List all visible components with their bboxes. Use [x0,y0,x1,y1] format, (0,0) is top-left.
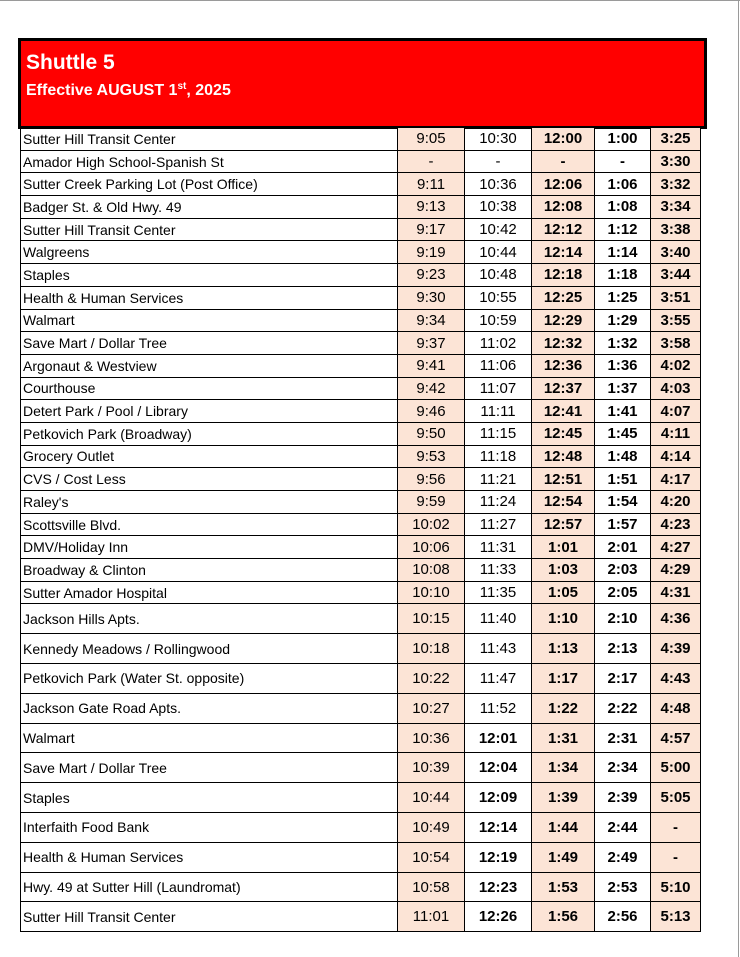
table-row [21,354,701,377]
table-row [21,400,701,423]
departure-time-trip-3: 1:01 [532,536,595,559]
table-row [21,241,701,264]
departure-time-trip-3: 12:37 [532,377,595,400]
departure-time-trip-1: 9:46 [398,400,465,423]
table-row [21,664,701,694]
departure-time-trip-1: 9:19 [398,241,465,264]
departure-time-trip-5: 5:00 [651,753,701,783]
table-row [21,693,701,723]
stop-name: Raley's [21,491,398,514]
departure-time-trip-1: 10:44 [398,783,465,813]
departure-time-trip-1: 9:17 [398,218,465,241]
departure-time-trip-1: 10:08 [398,559,465,582]
departure-time-trip-2: 10:38 [465,196,532,219]
departure-time-trip-3: 12:41 [532,400,595,423]
stop-name: Badger St. & Old Hwy. 49 [21,196,398,219]
table-row [21,813,701,843]
departure-time-trip-4: - [595,150,651,173]
stop-name: Sutter Creek Parking Lot (Post Office) [21,173,398,196]
departure-time-trip-1: 9:13 [398,196,465,219]
departure-time-trip-1: 9:34 [398,309,465,332]
table-row [21,753,701,783]
stop-name: CVS / Cost Less [21,468,398,491]
stop-name: Argonaut & Westview [21,354,398,377]
departure-time-trip-5: 3:40 [651,241,701,264]
stop-name: Scottsville Blvd. [21,513,398,536]
stop-name: Kennedy Meadows / Rollingwood [21,634,398,664]
departure-time-trip-2: 10:55 [465,286,532,309]
stop-name: DMV/Holiday Inn [21,536,398,559]
departure-time-trip-1: 9:23 [398,264,465,287]
stop-name: Sutter Hill Transit Center [21,128,398,150]
departure-time-trip-5: 4:07 [651,400,701,423]
effective-date [26,81,231,100]
departure-time-trip-3: 1:05 [532,581,595,604]
departure-time-trip-3: 12:00 [532,128,595,150]
departure-time-trip-3: 12:14 [532,241,595,264]
departure-time-trip-4: 2:39 [595,783,651,813]
departure-time-trip-5: 4:43 [651,664,701,694]
route-title: Shuttle 5 [26,51,115,74]
departure-time-trip-2: 11:15 [465,422,532,445]
departure-time-trip-3: 12:29 [532,309,595,332]
departure-time-trip-2: 11:24 [465,491,532,514]
departure-time-trip-1: 9:37 [398,332,465,355]
schedule-body [21,128,701,932]
table-row [21,604,701,634]
departure-time-trip-4: 2:17 [595,664,651,694]
departure-time-trip-5: 4:03 [651,377,701,400]
departure-time-trip-5: 3:30 [651,150,701,173]
departure-time-trip-4: 1:29 [595,309,651,332]
departure-time-trip-1: 10:22 [398,664,465,694]
departure-time-trip-3: 1:31 [532,723,595,753]
departure-time-trip-5: 4:20 [651,491,701,514]
departure-time-trip-5: 4:14 [651,445,701,468]
departure-time-trip-5: 3:34 [651,196,701,219]
departure-time-trip-2: 12:14 [465,813,532,843]
departure-time-trip-2: 11:47 [465,664,532,694]
departure-time-trip-4: 1:36 [595,354,651,377]
departure-time-trip-3: 1:03 [532,559,595,582]
departure-time-trip-2: 12:04 [465,753,532,783]
departure-time-trip-2: 11:11 [465,400,532,423]
departure-time-trip-4: 1:37 [595,377,651,400]
departure-time-trip-3: 12:08 [532,196,595,219]
departure-time-trip-5: 4:36 [651,604,701,634]
departure-time-trip-4: 1:45 [595,422,651,445]
effective-date-ordinal: st [177,81,187,92]
departure-time-trip-2: 11:52 [465,693,532,723]
departure-time-trip-2: 12:09 [465,783,532,813]
departure-time-trip-5: 3:32 [651,173,701,196]
departure-time-trip-4: 2:05 [595,581,651,604]
table-row [21,377,701,400]
departure-time-trip-2: 11:35 [465,581,532,604]
stop-name: Health & Human Services [21,286,398,309]
table-row [21,842,701,872]
stop-name: Detert Park / Pool / Library [21,400,398,423]
departure-time-trip-2: 11:40 [465,604,532,634]
stop-name: Grocery Outlet [21,445,398,468]
table-row [21,723,701,753]
departure-time-trip-4: 1:00 [595,128,651,150]
stop-name: Courthouse [21,377,398,400]
departure-time-trip-1: 10:39 [398,753,465,783]
departure-time-trip-4: 2:22 [595,693,651,723]
departure-time-trip-3: 12:12 [532,218,595,241]
departure-time-trip-3: 1:10 [532,604,595,634]
departure-time-trip-4: 1:12 [595,218,651,241]
table-row [21,196,701,219]
table-row [21,559,701,582]
departure-time-trip-1: 9:56 [398,468,465,491]
departure-time-trip-3: 1:34 [532,753,595,783]
departure-time-trip-2: 10:36 [465,173,532,196]
table-row [21,173,701,196]
departure-time-trip-1: 11:01 [398,902,465,932]
departure-time-trip-4: 1:14 [595,241,651,264]
departure-time-trip-2: 11:33 [465,559,532,582]
stop-name: Health & Human Services [21,842,398,872]
stop-name: Walmart [21,723,398,753]
departure-time-trip-4: 1:48 [595,445,651,468]
page-right-border [738,0,739,957]
departure-time-trip-1: 10:49 [398,813,465,843]
departure-time-trip-2: 11:21 [465,468,532,491]
departure-time-trip-5: 3:44 [651,264,701,287]
departure-time-trip-5: 4:17 [651,468,701,491]
table-row [21,468,701,491]
table-row [21,634,701,664]
departure-time-trip-5: 4:57 [651,723,701,753]
stop-name: Petkovich Park (Water St. opposite) [21,664,398,694]
departure-time-trip-5: 4:31 [651,581,701,604]
departure-time-trip-1: 10:36 [398,723,465,753]
table-row [21,150,701,173]
stop-name: Staples [21,783,398,813]
departure-time-trip-5: 3:25 [651,128,701,150]
departure-time-trip-1: 9:30 [398,286,465,309]
stop-name: Walgreens [21,241,398,264]
departure-time-trip-1: 9:50 [398,422,465,445]
departure-time-trip-4: 1:18 [595,264,651,287]
departure-time-trip-4: 2:01 [595,536,651,559]
departure-time-trip-4: 2:34 [595,753,651,783]
departure-time-trip-5: 3:58 [651,332,701,355]
departure-time-trip-5: - [651,842,701,872]
departure-time-trip-1: 9:05 [398,128,465,150]
stop-name: Save Mart / Dollar Tree [21,332,398,355]
departure-time-trip-2: 11:43 [465,634,532,664]
departure-time-trip-2: 12:01 [465,723,532,753]
departure-time-trip-4: 2:03 [595,559,651,582]
page-top-border [0,0,740,1]
departure-time-trip-2: 10:59 [465,309,532,332]
departure-time-trip-2: 12:19 [465,842,532,872]
departure-time-trip-3: 1:44 [532,813,595,843]
departure-time-trip-3: 12:18 [532,264,595,287]
departure-time-trip-1: - [398,150,465,173]
stop-name: Jackson Gate Road Apts. [21,693,398,723]
departure-time-trip-1: 9:59 [398,491,465,514]
departure-time-trip-5: 4:27 [651,536,701,559]
departure-time-trip-1: 9:41 [398,354,465,377]
departure-time-trip-5: 4:39 [651,634,701,664]
departure-time-trip-5: 4:02 [651,354,701,377]
departure-time-trip-1: 10:02 [398,513,465,536]
departure-time-trip-5: 5:10 [651,872,701,902]
table-row [21,286,701,309]
departure-time-trip-3: 12:48 [532,445,595,468]
schedule-table [20,128,701,932]
departure-time-trip-3: 12:36 [532,354,595,377]
table-row [21,128,701,150]
stop-name: Save Mart / Dollar Tree [21,753,398,783]
departure-time-trip-5: 4:11 [651,422,701,445]
departure-time-trip-4: 1:41 [595,400,651,423]
departure-time-trip-3: 1:49 [532,842,595,872]
departure-time-trip-5: 4:29 [651,559,701,582]
departure-time-trip-3: 12:06 [532,173,595,196]
departure-time-trip-1: 10:15 [398,604,465,634]
departure-time-trip-4: 1:57 [595,513,651,536]
departure-time-trip-1: 10:58 [398,872,465,902]
departure-time-trip-3: 1:53 [532,872,595,902]
departure-time-trip-5: 4:23 [651,513,701,536]
departure-time-trip-3: 1:13 [532,634,595,664]
departure-time-trip-2: 10:42 [465,218,532,241]
table-row [21,309,701,332]
departure-time-trip-4: 1:06 [595,173,651,196]
table-row [21,513,701,536]
table-row [21,902,701,932]
departure-time-trip-1: 9:11 [398,173,465,196]
departure-time-trip-4: 2:44 [595,813,651,843]
departure-time-trip-4: 1:51 [595,468,651,491]
departure-time-trip-2: 11:31 [465,536,532,559]
departure-time-trip-2: 10:48 [465,264,532,287]
departure-time-trip-3: 1:22 [532,693,595,723]
departure-time-trip-2: 11:18 [465,445,532,468]
table-row [21,332,701,355]
departure-time-trip-5: 4:48 [651,693,701,723]
departure-time-trip-3: 12:45 [532,422,595,445]
departure-time-trip-3: - [532,150,595,173]
departure-time-trip-1: 9:42 [398,377,465,400]
departure-time-trip-5: 5:05 [651,783,701,813]
table-row [21,491,701,514]
departure-time-trip-2: 10:44 [465,241,532,264]
departure-time-trip-3: 12:54 [532,491,595,514]
departure-time-trip-2: - [465,150,532,173]
departure-time-trip-5: - [651,813,701,843]
departure-time-trip-4: 2:56 [595,902,651,932]
departure-time-trip-3: 12:51 [532,468,595,491]
departure-time-trip-5: 5:13 [651,902,701,932]
table-row [21,445,701,468]
departure-time-trip-2: 12:26 [465,902,532,932]
departure-time-trip-3: 1:56 [532,902,595,932]
departure-time-trip-3: 12:32 [532,332,595,355]
table-row [21,581,701,604]
stop-name: Walmart [21,309,398,332]
departure-time-trip-4: 1:08 [595,196,651,219]
departure-time-trip-1: 10:10 [398,581,465,604]
stop-name: Sutter Hill Transit Center [21,902,398,932]
departure-time-trip-2: 11:02 [465,332,532,355]
table-row [21,872,701,902]
departure-time-trip-4: 1:25 [595,286,651,309]
departure-time-trip-3: 12:57 [532,513,595,536]
stop-name: Sutter Amador Hospital [21,581,398,604]
stop-name: Sutter Hill Transit Center [21,218,398,241]
departure-time-trip-4: 2:53 [595,872,651,902]
departure-time-trip-2: 11:06 [465,354,532,377]
departure-time-trip-5: 3:38 [651,218,701,241]
stop-name: Jackson Hills Apts. [21,604,398,634]
departure-time-trip-2: 11:07 [465,377,532,400]
effective-date-prefix: Effective AUGUST 1 [26,82,178,99]
departure-time-trip-2: 12:23 [465,872,532,902]
effective-date-suffix: , 2025 [186,82,231,99]
departure-time-trip-5: 3:55 [651,309,701,332]
table-row [21,783,701,813]
departure-time-trip-1: 10:27 [398,693,465,723]
stop-name: Staples [21,264,398,287]
departure-time-trip-2: 11:27 [465,513,532,536]
departure-time-trip-1: 10:54 [398,842,465,872]
table-row [21,264,701,287]
departure-time-trip-1: 9:53 [398,445,465,468]
stop-name: Broadway & Clinton [21,559,398,582]
table-row [21,422,701,445]
departure-time-trip-4: 2:10 [595,604,651,634]
departure-time-trip-3: 12:25 [532,286,595,309]
table-row [21,536,701,559]
table-row [21,218,701,241]
stop-name: Amador High School-Spanish St [21,150,398,173]
stop-name: Petkovich Park (Broadway) [21,422,398,445]
departure-time-trip-4: 2:49 [595,842,651,872]
departure-time-trip-4: 2:31 [595,723,651,753]
departure-time-trip-4: 2:13 [595,634,651,664]
schedule-header [18,38,707,129]
departure-time-trip-3: 1:39 [532,783,595,813]
departure-time-trip-5: 3:51 [651,286,701,309]
departure-time-trip-2: 10:30 [465,128,532,150]
departure-time-trip-4: 1:54 [595,491,651,514]
departure-time-trip-1: 10:06 [398,536,465,559]
departure-time-trip-1: 10:18 [398,634,465,664]
stop-name: Interfaith Food Bank [21,813,398,843]
stop-name: Hwy. 49 at Sutter Hill (Laundromat) [21,872,398,902]
departure-time-trip-3: 1:17 [532,664,595,694]
departure-time-trip-4: 1:32 [595,332,651,355]
